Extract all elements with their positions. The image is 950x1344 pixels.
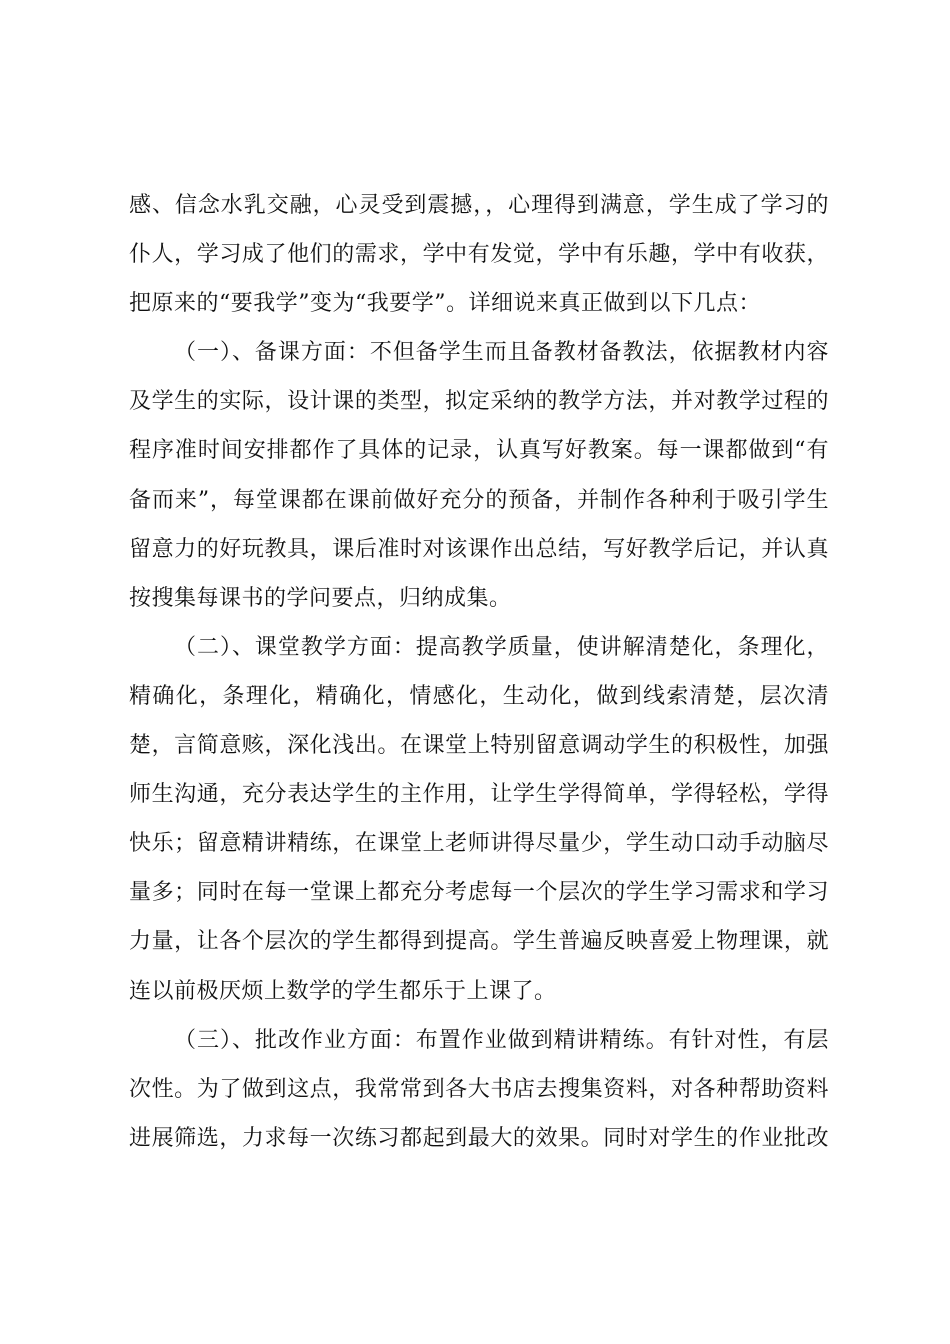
paragraph-line: 力量，让各个层次的学生都得到提高。学生普遍反映喜爱上物理课，就 — [129, 929, 829, 955]
paragraph-line: 楚，言简意赅，深化浅出。在课堂上特别留意调动学生的积极性，加强 — [129, 733, 829, 759]
paragraph-line: 精确化，条理化，精确化，情感化，生动化，做到线索清楚，层次清 — [129, 683, 829, 709]
paragraph-line: 及学生的实际，设计课的类型，拟定采纳的教学方法，并对教学过程的 — [129, 389, 829, 415]
paragraph-line: 程序准时间安排都作了具体的记录，认真写好教案。每一课都做到“有 — [129, 438, 829, 464]
paragraph-line: 快乐；留意精讲精练，在课堂上老师讲得尽量少，学生动口动手动脑尽 — [129, 831, 829, 857]
paragraph-line: 进展筛选，力求每一次练习都起到最大的效果。同时对学生的作业批改 — [129, 1125, 829, 1151]
section-heading-line: （一）、备课方面：不但备学生而且备教材备教法，依据教材内容 — [174, 340, 829, 366]
section-heading-line: （二）、课堂教学方面：提高教学质量，使讲解清楚化，条理化， — [174, 634, 829, 660]
paragraph-line: 备而来”，每堂课都在课前做好充分的预备，并制作各种利于吸引学生 — [129, 487, 829, 513]
paragraph-line: 把原来的“要我学”变为“我要学”。详细说来真正做到以下几点： — [129, 291, 761, 317]
paragraph-line: 次性。为了做到这点，我常常到各大书店去搜集资料，对各种帮助资料 — [129, 1076, 829, 1102]
paragraph-line: 感、信念水乳交融，心灵受到震撼，，心理得到满意，学生成了学习的 — [129, 193, 829, 218]
section-heading-line: （三）、批改作业方面：布置作业做到精讲精练。有针对性，有层 — [174, 1027, 829, 1053]
paragraph-line: 仆人，学习成了他们的需求，学中有发觉，学中有乐趣，学中有收获， — [129, 242, 829, 268]
paragraph-line: 量多；同时在每一堂课上都充分考虑每一个层次的学生学习需求和学习 — [129, 880, 829, 906]
paragraph-line: 师生沟通，充分表达学生的主作用，让学生学得简单，学得轻松，学得 — [129, 782, 829, 808]
document-body — [129, 186, 829, 1168]
paragraph-line: 留意力的好玩教具，课后准时对该课作出总结，写好教学后记，并认真 — [129, 536, 829, 562]
paragraph-line: 按搜集每课书的学问要点，归纳成集。 — [129, 585, 512, 611]
paragraph-line: 连以前极厌烦上数学的学生都乐于上课了。 — [129, 978, 557, 1004]
